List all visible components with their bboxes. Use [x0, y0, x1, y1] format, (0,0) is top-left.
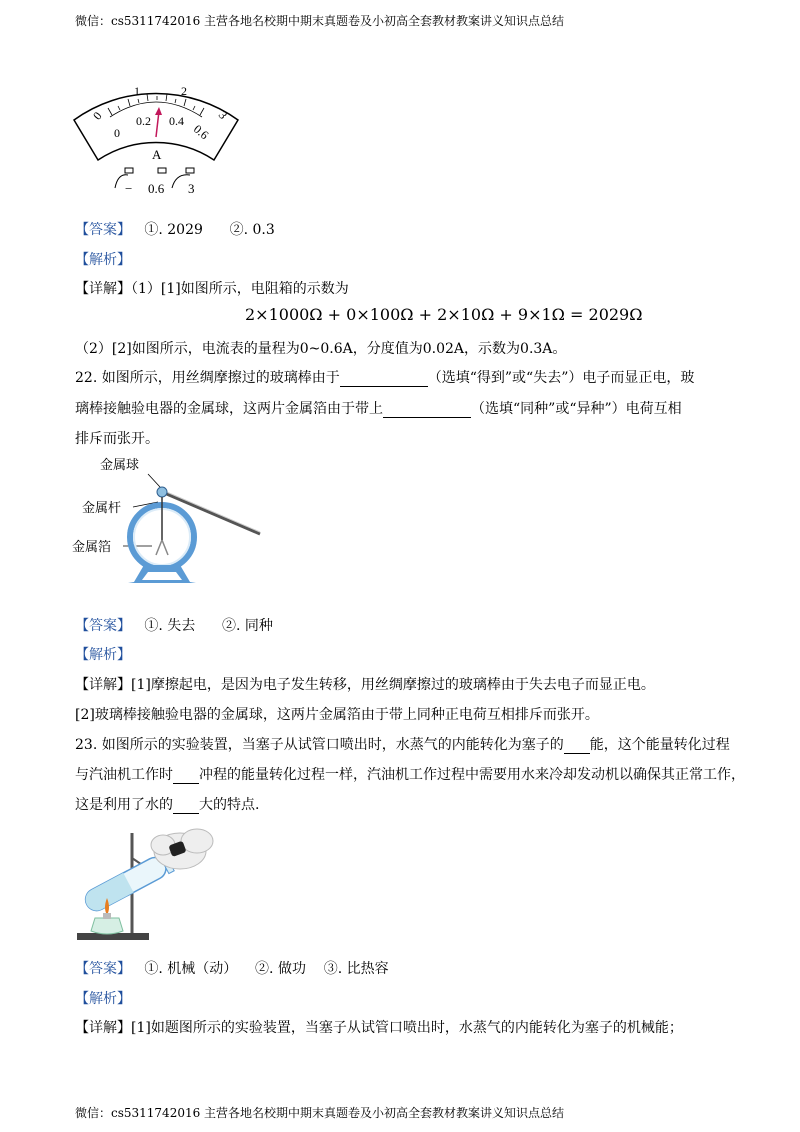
- q21-answer-line: [75, 219, 275, 239]
- ammeter-outer-tick: 0: [90, 108, 105, 123]
- q23-detail-1: [1]如题图所示的实验装置，当塞子从试管口喷出时，水蒸气的内能转化为塞子的机械能；: [131, 1020, 683, 1036]
- ammeter-outer-tick: 3: [215, 108, 231, 122]
- page-footer: 微信：cs5311742016 主营各地名校期中期末真题卷及小初高全套教材教案讲义知识点总结: [75, 1106, 565, 1120]
- q22-detail-line: [75, 674, 655, 694]
- q21-answer: ①. 2029 ②. 0.3: [144, 222, 275, 238]
- detail-tag: 【详解】: [75, 281, 131, 297]
- analysis-tag: 【解析】: [75, 647, 131, 663]
- q22-stem-text: （选填“得到”或“失去”）电子而显正电，玻: [427, 370, 695, 386]
- q23-stem-text: 这是利用了水的: [75, 797, 173, 813]
- q22-stem-text: 22. 如图所示，用丝绸摩擦过的玻璃棒由于: [75, 370, 340, 386]
- q21-detail-line: [75, 278, 349, 298]
- label-metal-rod: 金属杆: [82, 500, 122, 515]
- ammeter-inner-tick: 0.2: [136, 114, 151, 128]
- q23-stem-text: 大的特点.: [199, 797, 260, 813]
- detail-tag: 【详解】: [75, 677, 131, 693]
- ammeter-outer-tick: 2: [181, 84, 187, 98]
- ammeter-figure: [70, 75, 245, 200]
- answer-tag: 【答案】: [75, 618, 131, 634]
- answer-blank: [173, 797, 199, 814]
- test-tube-figure: [75, 823, 230, 945]
- analysis-tag: 【解析】: [75, 252, 131, 268]
- q23-stem-text: 冲程的能量转化过程一样，汽油机工作过程中需要用水来冷却发动机以确保其正常工作，: [199, 767, 745, 783]
- q22-stem-text: （选填“同种”或“异种”）电荷互相: [471, 401, 682, 417]
- metal-ball: [157, 487, 167, 497]
- q21-detail-2: （2）[2]如图所示，电流表的量程为0~0.6A，分度值为0.02A，示数为0.3A。: [75, 341, 567, 357]
- q23-stem-text: 与汽油机工作时: [75, 767, 173, 783]
- q23-answer: ①. 机械（动） ②. 做功 ③. 比热容: [144, 961, 389, 977]
- q22-stem-line-2: [75, 398, 682, 418]
- electroscope-figure: [70, 452, 270, 587]
- q23-stem-line-3: [75, 794, 259, 814]
- ammeter-terminal: 0.6: [148, 181, 165, 196]
- answer-tag: 【答案】: [75, 222, 131, 238]
- ammeter-inner-tick: 0.6: [190, 121, 212, 143]
- q22-answer: ①. 失去 ②. 同种: [144, 618, 273, 634]
- q23-stem-text: 23. 如图所示的实验装置，当塞子从试管口喷出时，水蒸气的内能转化为塞子的: [75, 737, 564, 753]
- answer-blank: [340, 370, 428, 387]
- ammeter-unit: A: [152, 147, 162, 162]
- ammeter-terminal: −: [125, 181, 133, 196]
- q22-answer-line: [75, 615, 273, 635]
- answer-blank: [173, 767, 199, 784]
- page-header: 微信：cs5311742016 主营各地名校期中期末真题卷及小初高全套教材教案讲义知识点总结: [75, 14, 565, 28]
- answer-blank: [564, 737, 590, 754]
- label-metal-foil: 金属箔: [72, 539, 112, 554]
- q23-analysis-line: [75, 988, 131, 1008]
- answer-blank: [383, 401, 471, 418]
- q22-stem-line-1: [75, 367, 694, 387]
- q23-stem-line-2: [75, 764, 745, 784]
- q22-analysis-line: [75, 644, 131, 664]
- q23-detail-line: [75, 1017, 683, 1037]
- q21-formula: 2×1000Ω + 0×100Ω + 2×10Ω + 9×1Ω = 2029Ω: [245, 305, 643, 324]
- analysis-tag: 【解析】: [75, 991, 131, 1007]
- answer-tag: 【答案】: [75, 961, 131, 977]
- label-metal-ball: 金属球: [100, 457, 140, 472]
- q23-stem-text: 能，这个能量转化过程: [589, 737, 730, 753]
- q21-detail-1: （1）[1]如图所示，电阻箱的示数为: [131, 281, 349, 297]
- ammeter-inner-tick: 0: [114, 126, 120, 140]
- ammeter-outer-tick: 1: [134, 84, 140, 98]
- detail-tag: 【详解】: [75, 1020, 131, 1036]
- metal-foil: [162, 540, 168, 555]
- alcohol-lamp: [91, 918, 123, 934]
- q22-detail-2: [2]玻璃棒接触验电器的金属球，这两片金属箔由于带上同种正电荷互相排斥而张开。: [75, 707, 599, 723]
- ammeter-terminal: 3: [188, 181, 195, 196]
- q23-answer-line: [75, 958, 389, 978]
- metal-foil: [156, 540, 162, 555]
- q22-stem-line-3: 排斥而张开。: [75, 431, 159, 447]
- ammeter-inner-tick: 0.4: [169, 114, 184, 128]
- q21-analysis-line: [75, 249, 131, 269]
- q23-stem-line-1: [75, 734, 730, 754]
- q22-detail-1: [1]摩擦起电，是因为电子发生转移，用丝绸摩擦过的玻璃棒由于失去电子而显正电。: [131, 677, 655, 693]
- q22-stem-text: 璃棒接触验电器的金属球，这两片金属箔由于带上: [75, 401, 383, 417]
